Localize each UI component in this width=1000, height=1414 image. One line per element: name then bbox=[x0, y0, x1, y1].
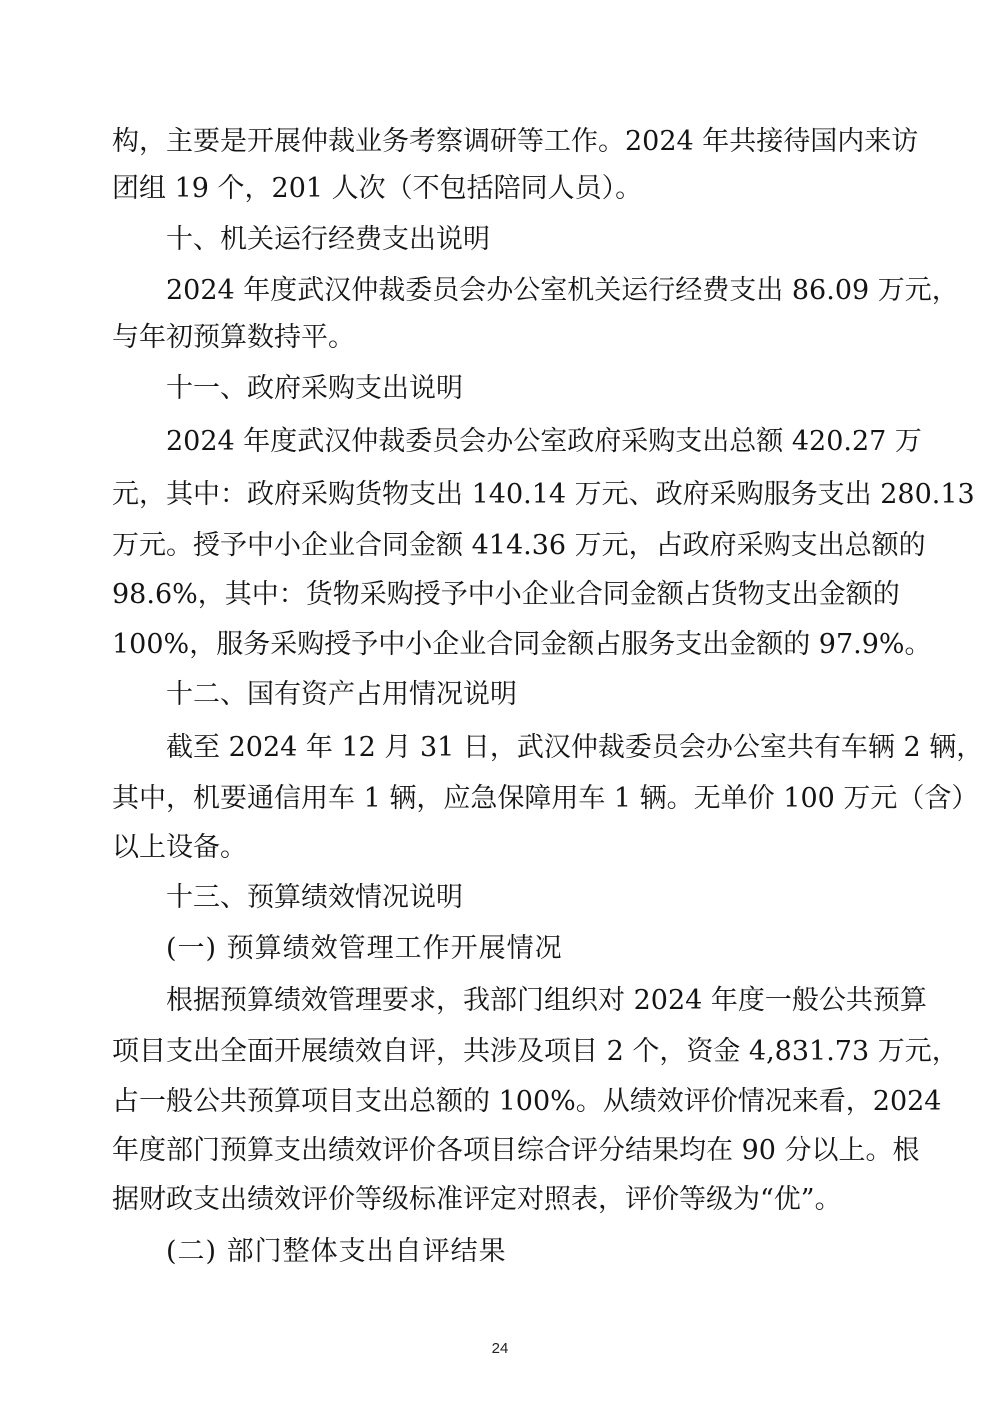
paragraph-line: 根据预算绩效管理要求，我部门组织对 2024 年度一般公共预算 bbox=[166, 985, 927, 1016]
paragraph-line: 占一般公共预算项目支出总额的 100%。从绩效评价情况来看，2024 bbox=[112, 1086, 942, 1117]
paragraph-line: 2024 年度武汉仲裁委员会办公室机关运行经费支出 86.09 万元， bbox=[166, 275, 959, 306]
paragraph-line: 截至 2024 年 12 月 31 日，武汉仲裁委员会办公室共有车辆 2 辆， bbox=[166, 732, 984, 763]
subsection-heading-2: (二) 部门整体支出自评结果 bbox=[166, 1236, 507, 1267]
paragraph-line: 元，其中：政府采购货物支出 140.14 万元、政府采购服务支出 280.13 bbox=[112, 479, 975, 510]
paragraph-line: 100%，服务采购授予中小企业合同金额占服务支出金额的 97.9%。 bbox=[112, 629, 932, 660]
section-heading-12: 十二、国有资产占用情况说明 bbox=[166, 679, 517, 710]
paragraph-line: 以上设备。 bbox=[112, 832, 247, 863]
section-heading-13: 十三、预算绩效情况说明 bbox=[166, 882, 463, 913]
paragraph-line: 年度部门预算支出绩效评价各项目综合评分结果均在 90 分以上。根 bbox=[112, 1135, 920, 1166]
paragraph-line: 团组 19 个，201 人次（不包括陪同人员）。 bbox=[112, 173, 643, 204]
page-number: 24 bbox=[491, 1340, 509, 1357]
paragraph-line: 据财政支出绩效评价等级标准评定对照表，评价等级为“优”。 bbox=[112, 1184, 842, 1215]
subsection-heading-1: (一) 预算绩效管理工作开展情况 bbox=[166, 933, 563, 964]
section-heading-11: 十一、政府采购支出说明 bbox=[166, 373, 463, 404]
paragraph-line: 构，主要是开展仲裁业务考察调研等工作。2024 年共接待国内来访 bbox=[112, 126, 919, 157]
paragraph-line: 98.6%，其中：货物采购授予中小企业合同金额占货物支出金额的 bbox=[112, 579, 900, 610]
section-heading-10: 十、机关运行经费支出说明 bbox=[166, 224, 490, 255]
paragraph-line: 与年初预算数持平。 bbox=[112, 322, 355, 353]
paragraph-line: 其中，机要通信用车 1 辆，应急保障用车 1 辆。无单价 100 万元（含） bbox=[112, 783, 979, 814]
paragraph-line: 项目支出全面开展绩效自评，共涉及项目 2 个，资金 4,831.73 万元， bbox=[112, 1036, 959, 1067]
paragraph-line: 2024 年度武汉仲裁委员会办公室政府采购支出总额 420.27 万 bbox=[166, 426, 922, 457]
paragraph-line: 万元。授予中小企业合同金额 414.36 万元，占政府采购支出总额的 bbox=[112, 530, 926, 561]
